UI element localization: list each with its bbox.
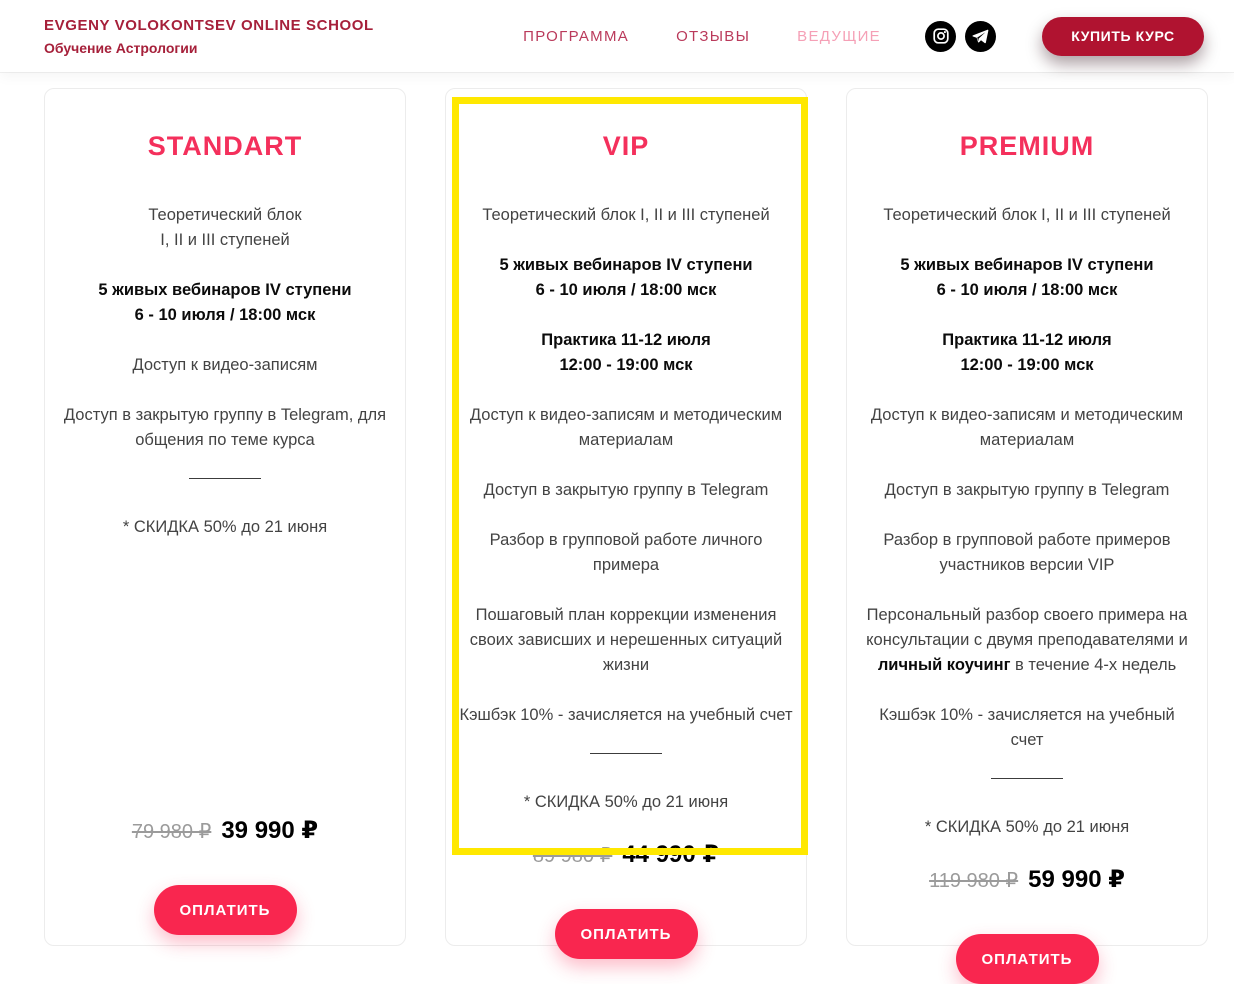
- feature-item: Доступ к видео-записям: [132, 356, 318, 374]
- feature-divider: [189, 478, 261, 479]
- card-title: VIP: [602, 131, 650, 161]
- feature-item: Теоретический блок I, II и III ступеней: [148, 206, 302, 249]
- logo-subtitle: Обучение Астрологии: [44, 39, 198, 56]
- feature-item: * СКИДКА 50% до 21 июня: [523, 793, 729, 811]
- feature-item: Кэшбэк 10% - зачисляется на учебный счет: [879, 706, 1175, 749]
- feature-divider: [590, 753, 662, 754]
- feature-item: Пошаговый план коррекции изменения своих зависших и нерешенных ситуаций жизни: [469, 606, 783, 674]
- pricing-card-vip: [445, 88, 807, 946]
- nav-item-program[interactable]: ПРОГРАММА: [523, 27, 630, 45]
- new-price: 59 990 ₽: [1028, 866, 1125, 893]
- new-price: 39 990 ₽: [221, 817, 319, 844]
- feature-item: Доступ к видео-записям и методическим материалам: [870, 406, 1184, 449]
- feature-divider: [991, 778, 1063, 779]
- logo-title: EVGENY VOLOKONTSEV ONLINE SCHOOL: [44, 16, 374, 34]
- card-title: STANDART: [147, 131, 303, 161]
- feature-item: Кэшбэк 10% - зачисляется на учебный счет: [459, 706, 793, 724]
- old-price: 79 980 ₽: [131, 821, 212, 843]
- feature-item: Разбор в групповой работе примеров участников версии VIP: [883, 531, 1171, 574]
- card-features: [866, 203, 1188, 865]
- social-links: [925, 21, 996, 52]
- card-title: PREMIUM: [959, 131, 1095, 161]
- pay-button[interactable]: ОПЛАТИТЬ: [154, 885, 297, 935]
- logo: [44, 18, 374, 55]
- pricing-card-standart: [44, 88, 406, 946]
- feature-item: 5 живых вебинаров IV ступени 6 - 10 июля / 18:00 мск: [98, 281, 352, 324]
- feature-item: Доступ в закрытую группу в Telegram: [884, 481, 1170, 499]
- pricing-card-premium: [846, 88, 1208, 968]
- feature-item: Разбор в групповой работе личного примера: [489, 531, 763, 574]
- feature-item: Персональный разбор своего примера на консультации с двумя преподавателями и личный коучинг в течение 4-х недель: [866, 606, 1188, 674]
- price-row: [929, 865, 1125, 894]
- nav-item-hosts[interactable]: ВЕДУЩИЕ: [797, 27, 881, 45]
- price-row: [132, 816, 318, 845]
- feature-item: 5 живых вебинаров IV ступени 6 - 10 июля / 18:00 мск: [900, 256, 1154, 299]
- pay-button[interactable]: ОПЛАТИТЬ: [956, 934, 1099, 984]
- old-price: 89 980 ₽: [532, 845, 613, 867]
- pricing-cards: [0, 72, 1234, 968]
- nav-item-reviews[interactable]: ОТЗЫВЫ: [676, 27, 751, 45]
- instagram-icon[interactable]: [925, 21, 956, 52]
- feature-item: Практика 11-12 июля 12:00 - 19:00 мск: [541, 331, 711, 374]
- telegram-icon[interactable]: [965, 21, 996, 52]
- feature-item: 5 живых вебинаров IV ступени 6 - 10 июля / 18:00 мск: [499, 256, 753, 299]
- top-header: [0, 0, 1234, 72]
- pay-button[interactable]: ОПЛАТИТЬ: [555, 909, 698, 959]
- feature-item: Доступ к видео-записям и методическим материалам: [469, 406, 783, 449]
- feature-item: Практика 11-12 июля 12:00 - 19:00 мск: [942, 331, 1112, 374]
- feature-item: Теоретический блок I, II и III ступеней: [482, 206, 770, 224]
- buy-course-button[interactable]: КУПИТЬ КУРС: [1042, 17, 1204, 56]
- card-features: [64, 203, 386, 565]
- card-features: [460, 203, 793, 840]
- feature-item: * СКИДКА 50% до 21 июня: [122, 518, 328, 536]
- main-nav: [523, 28, 881, 45]
- old-price: 119 980 ₽: [929, 870, 1019, 892]
- feature-item: Доступ в закрытую группу в Telegram, для общения по теме курса: [63, 406, 387, 449]
- price-row: [533, 840, 719, 869]
- new-price: 44 990 ₽: [622, 841, 720, 868]
- feature-item: Доступ в закрытую группу в Telegram: [483, 481, 769, 499]
- feature-item: * СКИДКА 50% до 21 июня: [924, 818, 1130, 836]
- feature-item: Теоретический блок I, II и III ступеней: [883, 206, 1171, 224]
